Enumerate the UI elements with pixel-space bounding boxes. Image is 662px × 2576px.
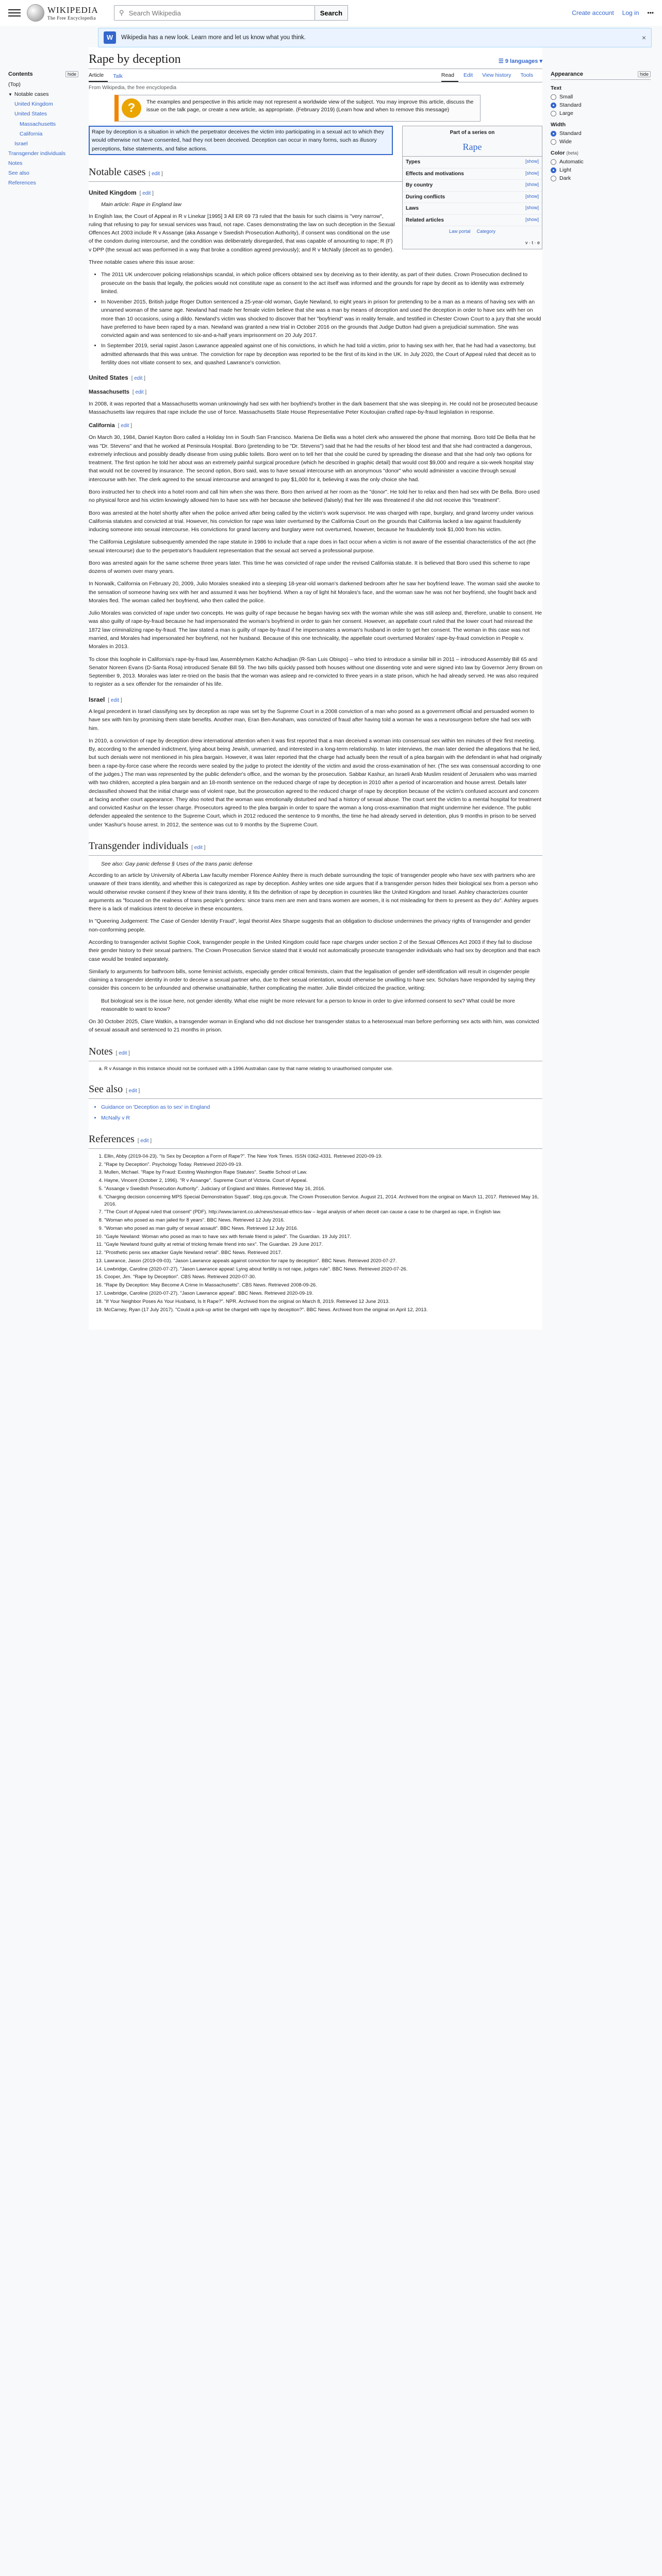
paragraph: A legal precedent in Israel classifying sex by deception as rape was set by the Supreme Court in a 2008 conviction of a man who posed as a government official and persuaded women to have sex with him by promising them state benefits. Another man, Eran Ben-Avraham, was convicted of fraud after having told a woman he was a neurosurgeon before she had sex with him. (89, 708, 535, 732)
edit-link[interactable]: edit (134, 376, 143, 382)
reference-item: 10. "Gayle Newland: Woman who posed as man to have sex with female friend is jailed". The Guardian. 19 July 2017. (104, 1233, 542, 1241)
list-item: • In September 2019, serial rapist Jason Lawrance appealed against one of his convictions, in which he had told a victim, prior to having sex with her, that he had had a vasectomy, but admitted afterwards that this was untrue. The conviction for rape by deception was reported to be the first of its kind in the UK. In July 2020, the Court of Appeal ruled that deceit as to fertility does not vitiate consent to sex, and quashed Lawrance's conviction. (101, 342, 542, 367)
series-row-effects[interactable]: Effects and motivations [show] (403, 168, 542, 180)
paragraph: Boro was arrested at the hotel shortly after when the police arrived after being called by the victim's work supervisor. He was charged with rape, burglary, and grand larceny under various California statutes and convicted at trial. However, his conviction for rape was later overturned by the California Court on the grounds that California lacked a law against fraudulently inducing someone into sexual intercourse. His convictions for grand larceny and burglary were not overturned, however, because he fraudulently took $1,000 from his victim. (89, 510, 534, 533)
reference-item: 3. Mullen, Michael. "Rape by Fraud: Existing Washington Rape Statutes". Seattle School of Law. (104, 1169, 542, 1176)
page-title: Rape by deception ☰ 9 languages ▾ (89, 47, 542, 69)
toc-item-notes[interactable]: Notes (8, 160, 23, 166)
toc-item-notable-cases[interactable]: ▼ Notable cases (8, 91, 49, 98)
tab-edit[interactable]: Edit (463, 72, 473, 78)
paragraph: In Norwalk, California on February 20, 2009, Julio Morales sneaked into a sleeping 18-year-old woman's darkened bedroom after he saw her boyfriend leave. The woman said she awoke to the sensation of someone having sex with her and assumed it was her boyfriend. When a ray of light hit Morales's face, and the woman saw he was not her boyfriend, she fought back and Morales fled. The woman called her boyfriend, who then called the police. (89, 581, 540, 604)
login-link[interactable]: Log in (622, 9, 639, 16)
radio-button[interactable] (551, 94, 556, 100)
site-header (0, 0, 662, 26)
more-options-icon[interactable]: ••• (647, 9, 654, 16)
article (89, 47, 542, 1330)
radio-label: Wide (559, 139, 572, 145)
tab-talk[interactable]: Talk (113, 73, 123, 79)
reference-item: 2. "Rape by Deception". Psychology Today. Retrieved 2020-09-19. (104, 1161, 542, 1168)
toc-item-california[interactable]: California (20, 130, 43, 137)
reference-item: 16. "Rape By Deception: May Become A Crime In Massachusetts". CBS News. Retrieved 2008-09-26. (104, 1282, 542, 1289)
rape-series-sidebar (402, 126, 542, 249)
text-size-option[interactable] (551, 110, 651, 116)
width-label: Width (551, 122, 566, 128)
reference-item: 4. Hayne, Vincent (October 2, 1996). "R v Assange". Supreme Court of Victoria. Court of Appeal. (104, 1177, 542, 1184)
reference-item: 18. "If Your Neighbor Poses As Your Husband, Is It Rape?". NPR. Archived from the original on March 8, 2019. Retrieved 12 June 2013. (104, 1298, 542, 1306)
paragraph: According to an article by University of Alberta Law faculty member Florence Ashley there is much debate surrounding the topic of transgender people who have sex with partners who are unaware of their trans identity, and whether this is categorized as rape by deception. Ashley writes one side argues that if a transgender person hides their biological sex from a person who would otherwise revoke consent if they knew of their trans identity, it fits the definition of rape by deception in countries like the United Kingdom and Israel. Ashley characterizes counter arguments as "focused on the realness of trans people's genders: since trans men are men and trans women are women, it is not misleading for them to present as they do". Ashley argues there is a lack of malicious intent to deceive in these encounters. (89, 872, 539, 912)
section-israel: Israel [ edit ] (89, 696, 122, 703)
beta-badge: (beta) (566, 150, 578, 156)
table-of-contents (8, 47, 78, 1330)
page-tabs (89, 69, 542, 82)
notice-text: The examples and perspective in this article may not represent a worldwide view of the subject. You may improve this article, discuss the issue on the talk page, or create a new article, as appropriate. (February 2019) (Learn how and when to remove this message) (146, 99, 474, 113)
section-united-states: United States [ edit ] (89, 374, 145, 382)
paragraph: In "Queering Judgement: The Case of Gender Identity Fraud", legal theorist Alex Sharpe suggests that an obligation to disclose undermines the privacy rights of transgender and gender non-conforming people. (89, 918, 531, 933)
series-label: Part of a series on (450, 130, 495, 135)
series-title[interactable]: Rape (403, 138, 542, 157)
series-row-laws[interactable]: Laws [show] (403, 203, 542, 215)
edit-link[interactable]: edit (194, 844, 203, 851)
radio-label: Large (559, 110, 573, 116)
toc-title: Contents (8, 71, 33, 77)
section-notable-cases: Notable cases [ edit ] (89, 164, 542, 182)
reference-item: 7. "The Court of Appeal ruled that consent" (PDF). http://www.larrent.co.uk/news/sexual-ethics-law – legal analysis of when deceit can cause a case to be charged as rape, in English law. (104, 1209, 542, 1216)
paragraph: Three notable cases where this issue arose: (89, 259, 195, 265)
edit-link[interactable]: edit (110, 697, 120, 703)
languages-button[interactable]: ☰ 9 languages ▾ (498, 58, 542, 64)
text-size-label: Text (551, 85, 561, 91)
edit-link[interactable]: edit (119, 1050, 127, 1056)
search-icon: ⚲ (119, 9, 124, 16)
close-icon[interactable]: × (641, 33, 646, 42)
main-article-note[interactable]: Main article: Rape in England law (101, 201, 181, 208)
reference-item: 13. Lawrance, Jason (2019-09-03). "Jason Lawrance appeals against conviction for rape by deception". BBC News. Retrieved 2020-07-27. (104, 1258, 542, 1265)
toc-item-see-also[interactable]: See also (8, 170, 29, 177)
main-menu-icon[interactable] (8, 7, 21, 19)
text-size-option[interactable] (551, 102, 651, 108)
series-row-conflicts[interactable]: During conflicts [show] (403, 192, 542, 204)
edit-link[interactable]: edit (121, 423, 129, 429)
new-look-banner (98, 28, 652, 47)
paragraph: To close this loophole in California's rape-by-fraud law, Assemblymen Katcho Achadjian (R-San Luis Obispo) – who tried to introduce a similar bill in 2011 – introduced Assembly Bill 65 and Senator Noreen Evans (D-Santa Rosa) introduced Senate Bill 59. The two bills quickly passed both houses without one dissenting vote and were signed into law by Governor Jerry Brown on September 9, 2013. Morales was later re-tried on the basis that the woman was asleep and re-convicted to three years in a state prison, which he had already served. He was also required to register as a sex offender for the remainder of his life. (89, 656, 542, 688)
edit-link[interactable]: edit (142, 190, 151, 196)
tab-article[interactable]: Article (89, 72, 108, 82)
reference-item: 8. "Woman who posed as man jailed for 8 years". BBC News. Retrieved 12 July 2016. (104, 1217, 542, 1224)
see-also-item[interactable]: • Guidance on 'Deception as to sex' in England (101, 1103, 542, 1111)
list-item: • The 2011 UK undercover policing relationships scandal, in which police officers obtained sex by deceiving as to their identity, as part of their duties. Crown Prosecution declined to prosecute on the basis that legally, the policies would not constitute rape as consent to the act itself was informed and the grounds for rape by deceit as to identity was extremely limited. (101, 270, 542, 296)
references-list (89, 1153, 542, 1313)
category-link[interactable]: Category (476, 229, 496, 234)
paragraph: On 30 October 2025, Clare Watkin, a transgender woman in England who did not disclose her transgender status to a heterosexual man before performing sex acts with him, was convicted of sexual assault and sentenced to 21 months in prison. (89, 1019, 539, 1033)
paragraph: According to transgender activist Sophie Cook, transgender people in the United Kingdom could face rape charges under section 2 of the Sexual Offences Act 2003 if they fail to disclose their gender history to their sexual partners. The Crown Prosecution Service stated that it would not automatically prosecute transgender individuals who had sex by deception and that each case would be treated separately. (89, 939, 540, 962)
globe-icon (27, 4, 44, 22)
create-account-link[interactable]: Create account (572, 9, 614, 16)
width-option[interactable] (551, 139, 651, 145)
reference-item: 17. Lowbridge, Caroline (2020-07-27). "Jason Lawrance appeal". BBC News. Retrieved 2020-09-19. (104, 1290, 542, 1297)
tab-tools[interactable]: Tools (520, 72, 533, 78)
search-button[interactable]: Search (315, 5, 348, 21)
edit-link[interactable]: edit (135, 389, 144, 395)
paragraph: Similarly to arguments for bathroom bills, some feminist activists, especially gender critical feminists, claim that the legalisation of gender self-identification will result in cisgender people claiming a transgender identity in order to deceive a sexual partner who, due to their sexual orientation, would otherwise be unwilling to have sex. Scholars have responded by saying they consider this concern to be unfounded and otherwise unattainable, further complicating the matter. Julie Bindel criticized the practice, writing: (89, 968, 536, 992)
text-size-option[interactable] (551, 94, 651, 100)
toc-item-transgender[interactable]: Transgender individuals (8, 150, 66, 157)
section-notes: Notes [ edit ] (89, 1044, 542, 1061)
reference-item: 19. McCarney, Ryan (17 July 2017). "Could a pick-up artist be charged with rape by deception?". BBC News. Archived from the original on April 12, 2013. (104, 1307, 542, 1314)
paragraph: In 2008, it was reported that a Massachusetts woman unknowingly had sex with her boyfriend's brother in the dark basement that she was sleeping in. He could not be prosecuted because Massachusetts law requires that rape include the use of force. Massachusetts State House Representative Peter Koutoujian crafted rape-by-fraud legislation in response. (89, 400, 538, 416)
reference-item: 6. "Charging decision concerning MPS Special Demonstration Squad". blog.cps.gov.uk. The Crown Prosecution Service. August 21, 2014. Archived from the original on March 11, 2017. Retrieved May 16, 2016. (104, 1194, 542, 1208)
note-item: a. R v Assange in this instance should not be confused with a 1996 Australian case by that name relating to unauthorised computer use. (104, 1065, 542, 1073)
toc-item-united-states[interactable]: United States (14, 111, 47, 117)
section-massachusetts: Massachusetts [ edit ] (89, 388, 147, 395)
see-also-note[interactable]: See also: Gay panic defense § Uses of the trans panic defense (101, 860, 253, 867)
wikipedia-logo[interactable] (27, 4, 98, 22)
see-also-item[interactable]: • McNally v R (101, 1114, 542, 1122)
radio-button[interactable] (551, 111, 556, 116)
radio-label: Light (559, 167, 571, 173)
color-option[interactable] (551, 167, 651, 173)
radio-button[interactable] (551, 131, 556, 137)
radio-button[interactable] (551, 103, 556, 108)
law-portal-link[interactable]: Law portal (449, 229, 471, 234)
logo-title: WIKIPEDIA (47, 5, 98, 15)
reference-item: 5. "Assange v Swedish Prosecution Authority". Judiciary of England and Wales. Retrieved May 16, 2016. (104, 1185, 542, 1193)
series-row-types[interactable]: Types [show] (403, 157, 542, 168)
color-label: Color (551, 150, 565, 156)
paragraph: The California Legislature subsequently amended the rape statute in 1986 to include that a rape does in fact occur when a victim is not aware of the essential characteristics of the act (the sexual intercourse) due to the perpetrator's fraudulent representation that the sexual act served a professional purpose. (89, 539, 536, 554)
radio-label: Small (559, 94, 573, 100)
search-input[interactable] (129, 9, 315, 17)
worldwide-view-notice (114, 95, 481, 122)
section-united-kingdom: United Kingdom [ edit ] (89, 189, 154, 196)
tab-view-history[interactable]: View history (482, 72, 511, 78)
appearance-title: Appearance (551, 71, 583, 77)
edit-link[interactable]: edit (140, 1138, 149, 1144)
tab-read[interactable]: Read (441, 72, 458, 82)
logo-subtitle: The Free Encyclopedia (47, 15, 96, 21)
reference-item: 11. "Gayle Newland found guilty at retrial of tricking female friend into sex". The Guardian. 29 June 2017. (104, 1241, 542, 1248)
radio-label: Automatic (559, 159, 584, 165)
reference-item: 15. Cooper, Jim. "Rape by Deception". CBS News. Retrieved 2020-07-30. (104, 1274, 542, 1281)
paragraph: Boro instructed her to check into a hotel room and call him when she was there. Boro then arrived at her room as the "donor". He told her to relax and then had sex with De Bella. Boro used no physical force and his victim knowingly allowed him to have sex with her because she believed (falsely) that her life was threatened if she did not receive this "treatment". (89, 488, 540, 504)
radio-button[interactable] (551, 167, 556, 173)
globe-question-icon: ? (122, 98, 141, 118)
radio-button[interactable] (551, 159, 556, 165)
series-row-by-country[interactable]: By country [show] (403, 180, 542, 192)
radio-label: Standard (559, 102, 582, 108)
toc-item-top[interactable]: (Top) (8, 81, 21, 88)
color-option[interactable] (551, 175, 651, 181)
paragraph: On March 30, 1984, Daniel Kayton Boro called a Holiday Inn in South San Francisco. Mariena De Bella was a hotel clerk who answered the phone that morning. Boro told De Bella that he was "Dr. Stevens" and that he worked at Peninsula Hospital. Boro (pretending to be "Dr. Stevens") said that he had the results of her blood test and that she had contracted a dangerous, extremely infectious and possibly deadly disease from using public toilets. Boro went on to tell her that she could be cured by spreading the disease and that she had only two options for treatment. The first option he told her about was an extremely painful surgical procedure (which he described in graphic detail) that would cost $9,000 and require a six-week hospital stay that would not be covered by insurance. The second option, Boro said, was to have sexual intercourse with an anonymous "donor" who would administer a vaccine through sexual intercourse with her. The clerk agreed to the sexual intercourse and arranged to pay $1,000 for it, believing it was the only choice she had. (89, 434, 536, 483)
toc-item-israel[interactable]: Israel (14, 140, 28, 147)
reference-item: 1. Ellin, Abby (2019-04-23). "Is Sex by Deception a Form of Rape?". The New York Times. ISSN 0362-4331. Retrieved 2020-09-19. (104, 1153, 542, 1160)
lead-paragraph: Rape by deception is a situation in which the perpetrator deceives the victim into participating in a sexual act to which they would otherwise not have consented, had they not been deceived. Deception can occur in many forms, such as illusory perceptions, false statements, and false actions. (89, 126, 393, 155)
section-references: References [ edit ] (89, 1131, 542, 1149)
reference-item: 9. "Woman who posed as man guilty of sexual assault". BBC News. Retrieved 12 July 2016. (104, 1225, 542, 1232)
reference-item: 14. Lowbridge, Caroline (2020-07-27). "Jason Lawrance appeal: Lying about fertility is not rape, judges rule". BBC News. Retrieved 2020-07-26. (104, 1266, 542, 1273)
width-option[interactable] (551, 130, 651, 137)
toc-hide-button[interactable]: hide (65, 71, 78, 77)
list-item: • In November 2015, British judge Roger Dutton sentenced a 25-year-old woman, Gayle Newland, to eight years in prison for pretending to be a man as a means of having sex with an unnamed woman of the same age. Newland had made her female victim believe that she was a man by means of deception and used the deception in order to have sex with her on more than 10 occasions, using a dildo. Newland's victim was shocked to discover that her "boyfriend" was in reality female, and testified in Chester Crown Court to a jury that she would have preferred to have been raped by a man. Newland was granted a new trial in October 2016 on the grounds that Judge Dutton had given a prejudicial summation. She was convicted again and was sentenced to six-and-a-half years imprisonment on 20 July 2017. (101, 298, 542, 340)
section-see-also: See also [ edit ] (89, 1081, 542, 1099)
appearance-panel (542, 47, 651, 1330)
toc-item-massachusetts[interactable]: Massachusetts (20, 121, 56, 127)
toc-item-united-kingdom[interactable]: United Kingdom (14, 101, 53, 108)
toc-item-references[interactable]: References (8, 180, 36, 187)
radio-label: Dark (559, 175, 571, 181)
tagline: From Wikipedia, the free encyclopedia (89, 85, 177, 91)
series-row-related[interactable]: Related articles [show] (403, 215, 542, 227)
section-transgender: Transgender individuals [ edit ] (89, 838, 542, 856)
paragraph: In 2010, a conviction of rape by deception drew international attention when it was first reported that a man deceived a woman into consensual sex within ten minutes of their first meeting. By, according to the amended indictment, lying about being Jewish, unmarried, and interested in a long-term relationship. In later interviews, the man later denied the allegations that he lied, but such denials were not mentioned in his plea bargain. However, it was later reported that the charge had actually been the result of a plea bargain with the defendant in what had originally been a rape-by-force case where the records were sealed by the judge to protect the identity of the victim and avoid the cross-examination of her. (The sex was consensual according to one of the judges.) The man was represented by the public defender's office, and the woman by the prosecution. Sabbar Kashur, an Israeli Arab Muslim resident of Jerusalem who was married with two children, accepted a plea bargain and an 18-month sentence on the reduced charge of rape by deception in 2010 after a period of incarceration and house arrest. Details later declassified showed that the initial charge was of violent rape, but the prosecution agreed to the reduced charge of rape by deception because of the victim's confused account and concern at facing another court appearance. They also noted that the woman was emotionally disturbed and had a history of sexual abuse. The court sent the victim to a mental hospital for treatment and convicted Kashur on the lesser charge. Prosecutors agreed to the plea bargain in order to spare the woman a long cross-examination that might undermine her evidence. The public defender appealed the sentence to the Supreme Court, which in 2012 reduced the sentence to 9 months, the time he had already served in detention, plus 9 months in prison to be served under 'Kashur's house arrest. In 2012, the sentence was cut to 9 months by the Supreme Court. (89, 737, 542, 828)
radio-button[interactable] (551, 176, 556, 181)
reference-item: 12. "Prosthetic penis sex attacker Gayle Newland retrial". BBC News. Retrieved 2017. (104, 1249, 542, 1257)
banner-text[interactable]: Wikipedia has a new look. Learn more and let us know what you think. (121, 35, 306, 41)
paragraph: Julio Morales was convicted of rape under two concepts. He was guilty of rape because he began having sex with the woman while she was still asleep and, therefore, unable to consent. He was also guilty of rape-by-fraud because he had impersonated the woman's boyfriend in order to gain her consent. However, an appellate court ruled that the lower court had misread the 1872 law criminalizing rape-by-fraud. The law stated a man is guilty of rape-by-fraud if he impersonates a woman's husband in order to get her consent. The woman in this case was not married, and Morales had impersonated her boyfriend, not her husband. Because of this one technicality, the appellate court overturned Morales' rape-by-fraud conviction in People v. Morales in 2013. (89, 610, 542, 650)
appearance-hide-button[interactable]: hide (638, 71, 651, 77)
edit-link[interactable]: edit (128, 1088, 137, 1094)
paragraph: Boro was arrested again for the same scheme three years later. This time he was convicted of rape under the revised California statute. It is believed that Boro used this scheme to rape dozens of women over many years. (89, 560, 531, 575)
radio-label: Standard (559, 130, 582, 137)
vte-links[interactable]: v · t · e (525, 240, 540, 246)
section-california: California [ edit ] (89, 422, 132, 429)
blockquote: But biological sex is the issue here, not gender identity. What else might be more relevant for a person to know in order to give informed consent to sex? What could be more reasonable to want to know? (101, 997, 515, 1012)
chevron-down-icon[interactable]: ▼ (8, 92, 12, 97)
paragraph: In English law, the Court of Appeal in R v Linekar [1995] 3 All ER 69 73 ruled that the basis for such claims is "very narrow", ruling that refusing to pay for sexual services was fraud, not rape. Cases demonstrating the law on such deception in the Sexual Offences Act 2003 include R v Assange (aka Assange v Swedish Prosecution Authority), if consent was conditional on the use of the condom during intercourse, and the condition was deliberately disregarded, that was capable of amounting to rape; R (F) v DPP (the sexual act was performed in a way that broke a condition agreed previously); and R v McNally (deceit as to gender). (89, 213, 395, 253)
radio-button[interactable] (551, 139, 556, 145)
search-box (114, 5, 315, 21)
edit-link[interactable]: edit (152, 171, 160, 177)
info-icon: W (104, 31, 116, 44)
color-option[interactable] (551, 159, 651, 165)
